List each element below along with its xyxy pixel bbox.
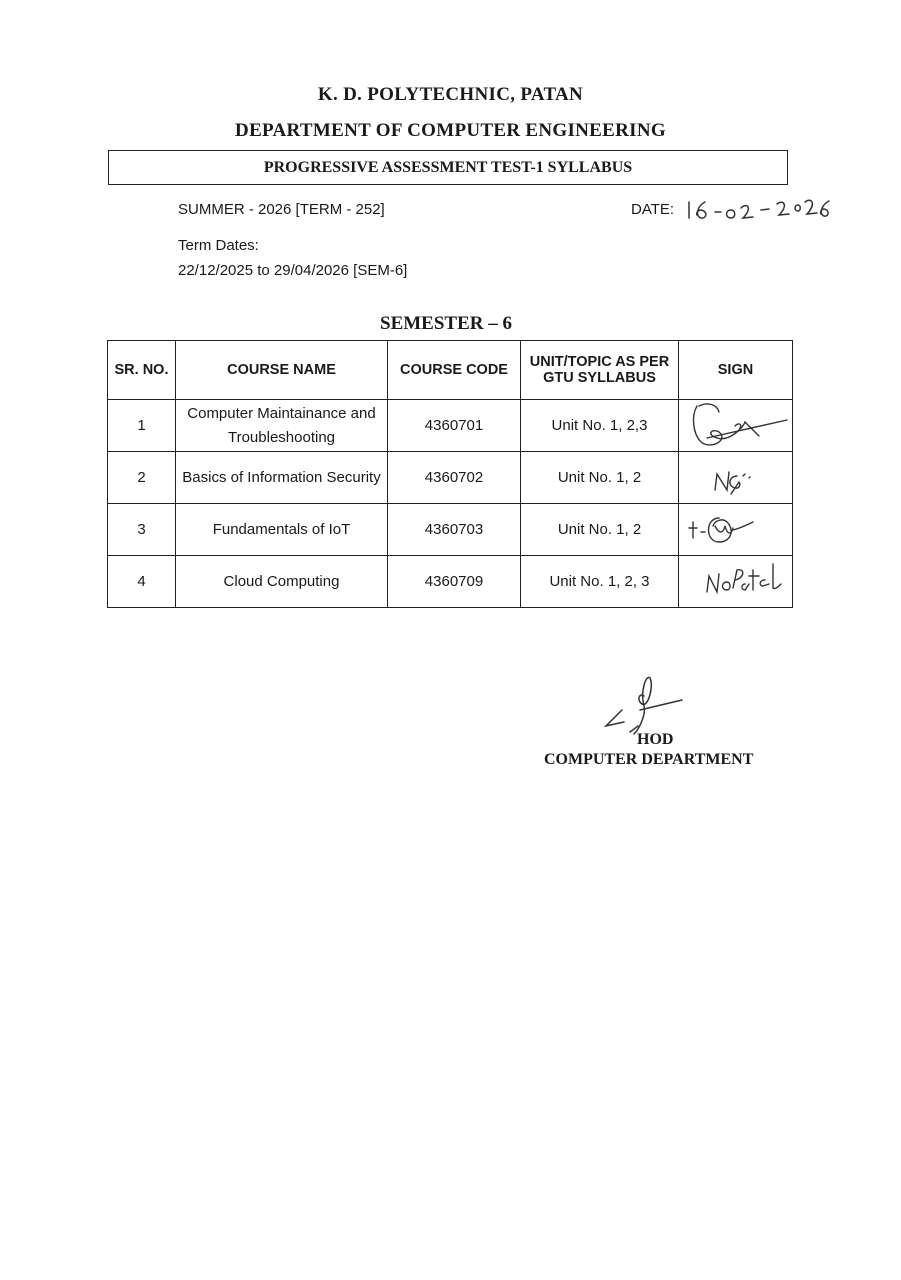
table-row	[108, 400, 793, 452]
table-row	[108, 452, 793, 504]
sign-cell	[679, 556, 793, 608]
course-name-cell: Fundamentals of IoT	[176, 504, 388, 556]
column-header-course-code: COURSE CODE	[388, 341, 521, 400]
sign-cell	[679, 452, 793, 504]
test-title: PROGRESSIVE ASSESSMENT TEST-1 SYLLABUS	[263, 159, 633, 176]
course-name-cell: Basics of Information Security	[176, 452, 388, 504]
table-header-row	[108, 341, 793, 400]
term-info: SUMMER - 2026 [TERM - 252]	[178, 201, 385, 218]
table-row	[108, 504, 793, 556]
unit-cell: Unit No. 1, 2	[521, 504, 679, 556]
term-dates: 22/12/2025 to 29/04/2026 [SEM-6]	[178, 262, 408, 279]
hod-department: COMPUTER DEPARTMENT	[544, 751, 754, 768]
college-name: K. D. POLYTECHNIC, PATAN	[317, 84, 584, 105]
sign-cell	[679, 504, 793, 556]
course-code-cell: 4360702	[388, 452, 521, 504]
signature-mark	[679, 400, 793, 451]
semester-heading: SEMESTER – 6	[380, 313, 512, 334]
term-dates-label: Term Dates:	[178, 237, 259, 254]
course-code-cell: 4360709	[388, 556, 521, 608]
course-code-cell: 4360701	[388, 400, 521, 452]
table-row	[108, 556, 793, 608]
unit-cell: Unit No. 1, 2	[521, 452, 679, 504]
syllabus-table	[107, 340, 793, 608]
unit-cell: Unit No. 1, 2,3	[521, 400, 679, 452]
unit-cell: Unit No. 1, 2, 3	[521, 556, 679, 608]
course-code-cell: 4360703	[388, 504, 521, 556]
column-header-course-name: COURSE NAME	[176, 341, 388, 400]
column-header-unit-topic: UNIT/TOPIC AS PER GTU SYLLABUS	[521, 341, 679, 400]
sr-no-cell: 3	[108, 504, 176, 556]
course-name-cell: Computer Maintainance and Troubleshooting	[176, 400, 388, 452]
test-title-box	[108, 150, 788, 185]
signature-mark	[679, 504, 793, 555]
sign-cell	[679, 400, 793, 452]
column-header-sr-no: SR. NO.	[108, 341, 176, 400]
column-header-sign: SIGN	[679, 341, 793, 400]
sr-no-cell: 4	[108, 556, 176, 608]
sr-no-cell: 2	[108, 452, 176, 504]
signature-mark	[679, 556, 793, 607]
signature-mark	[679, 452, 793, 503]
hod-title: HOD	[637, 731, 674, 748]
date-label: DATE:	[631, 201, 675, 218]
course-name-cell: Cloud Computing	[176, 556, 388, 608]
sr-no-cell: 1	[108, 400, 176, 452]
handwritten-date	[681, 188, 831, 228]
department-name: DEPARTMENT OF COMPUTER ENGINEERING	[235, 120, 666, 141]
